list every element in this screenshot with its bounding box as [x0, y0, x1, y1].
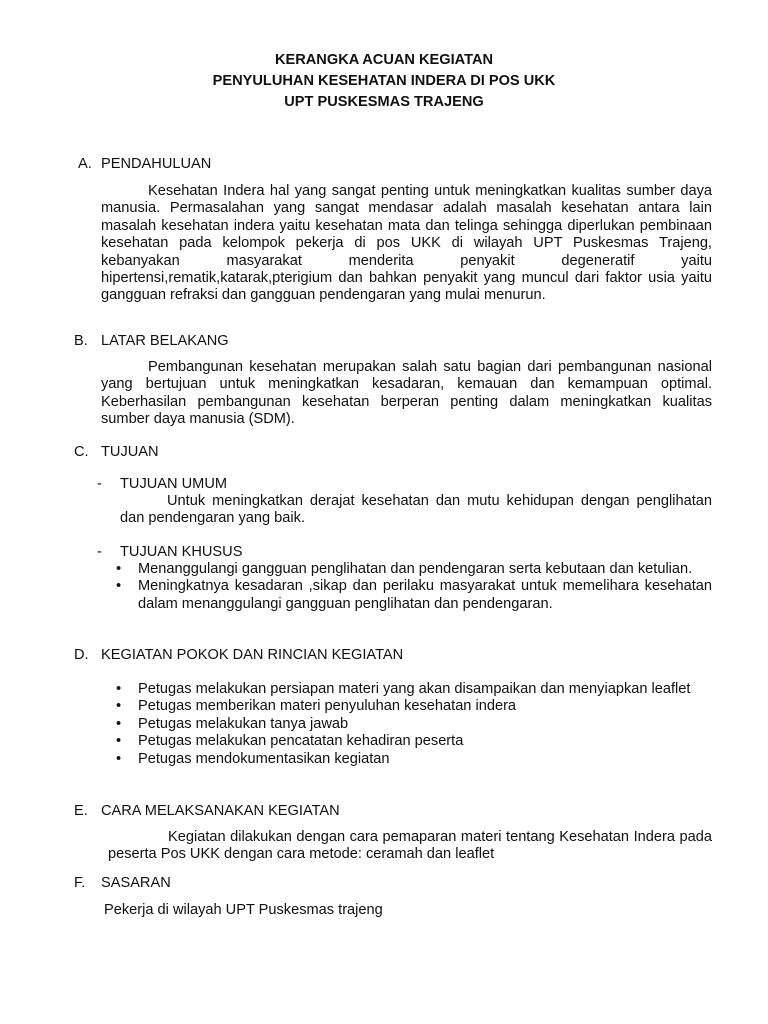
section-f-letter: F.: [74, 875, 86, 891]
tujuan-khusus-list: [116, 561, 712, 613]
list-item: [116, 733, 712, 750]
bullet-glyph: •: [116, 715, 122, 732]
tujuan-umum-dash: -: [97, 476, 102, 492]
section-f-title: SASARAN: [101, 875, 171, 891]
section-e-title: CARA MELAKSANAKAN KEGIATAN: [101, 803, 340, 819]
section-d-title: KEGIATAN POKOK DAN RINCIAN KEGIATAN: [101, 647, 404, 663]
kegiatan-item-5: Petugas mendokumentasikan kegiatan: [138, 750, 390, 767]
bullet-glyph: •: [116, 561, 122, 577]
list-item: [116, 751, 712, 768]
kegiatan-item-2: Petugas memberikan materi penyuluhan kesehatan indera: [138, 698, 517, 715]
kegiatan-item-3: Petugas melakukan tanya jawab: [138, 715, 349, 732]
kegiatan-item-4: Petugas melakukan pencatatan kehadiran peserta: [138, 733, 464, 750]
tujuan-khusus-item-1: Menanggulangi gangguan penglihatan dan pendengaran serta kebutaan dan ketulian.: [138, 561, 693, 577]
tujuan-umum-body: Untuk meningkatkan derajat kesehatan dan mutu kehidupan dengan penglihatan dan pendengaran yang baik.: [120, 493, 712, 527]
section-c-letter: C.: [74, 444, 89, 460]
list-item: [116, 578, 712, 613]
tujuan-khusus-item-2: Meningkatnya kesadaran ,sikap dan perilaku masyarakat untuk memelihara kesehatan dalam menanggulangi gangguan penglihatan dan pendengaran.: [138, 578, 712, 612]
tujuan-khusus-dash: -: [97, 544, 102, 560]
document-title-line-1: KERANGKA ACUAN KEGIATAN: [274, 52, 494, 68]
section-a-letter: A.: [78, 156, 92, 172]
section-c-title: TUJUAN: [101, 444, 159, 460]
list-item: [116, 561, 712, 578]
bullet-glyph: •: [116, 698, 122, 715]
kegiatan-list: [116, 681, 712, 768]
document-title-line-3: UPT PUSKESMAS TRAJENG: [284, 94, 484, 110]
section-a-title: PENDAHULUAN: [101, 156, 212, 172]
section-b-body: Pembangunan kesehatan merupakan salah satu bagian dari pembangunan nasional yang bertujuan untuk meningkatkan kesadaran, kemauan dan kemampuan optimal. Keberhasilan pembangunan kesehatan berperan penting dalam meningkatkan kualitas sumber daya manusia (SDM).: [101, 359, 712, 428]
list-item: [116, 698, 712, 715]
kegiatan-item-1: Petugas melakukan persiapan materi yang akan disampaikan dan menyiapkan leaflet: [138, 681, 691, 697]
bullet-glyph: •: [116, 750, 122, 767]
document-title-line-2: PENYULUHAN KESEHATAN INDERA DI POS UKK: [212, 73, 556, 89]
list-item: [116, 681, 712, 698]
section-b-title: LATAR BELAKANG: [101, 333, 229, 349]
section-e-body: Kegiatan dilakukan dengan cara pemaparan materi tentang Kesehatan Indera pada peserta Pos UKK dengan cara metode: ceramah dan leaflet: [108, 829, 712, 863]
bullet-glyph: •: [116, 578, 122, 595]
list-item: [116, 716, 712, 733]
section-a-body: Kesehatan Indera hal yang sangat penting untuk meningkatkan kualitas sumber daya manusia. Permasalahan yang sangat mendasar adalah masalah kesehatan antara lain masalah kesehatan indera yaitu kesehatan mata dan telinga sehingga diperlukan pembinaan kesehatan pada kelompok pekerja di pos UKK di wilayah UPT Puskesmas Trajeng, kebanyakan masyarakat menderita penyakit degeneratif yaitu hipertensi,rematik,katarak,pterigium dan bahkan penyakit yang muncul dari faktor usia yaitu gangguan refraksi dan gangguan pendengaran yang mulai menurun.: [101, 183, 712, 304]
bullet-glyph: •: [116, 681, 122, 697]
tujuan-khusus-label: TUJUAN KHUSUS: [120, 544, 243, 560]
section-e-letter: E.: [74, 803, 88, 819]
section-b-letter: B.: [74, 333, 88, 349]
section-f-body: Pekerja di wilayah UPT Puskesmas trajeng: [104, 902, 383, 918]
bullet-glyph: •: [116, 733, 122, 750]
section-d-letter: D.: [74, 647, 89, 663]
tujuan-umum-label: TUJUAN UMUM: [120, 476, 228, 492]
